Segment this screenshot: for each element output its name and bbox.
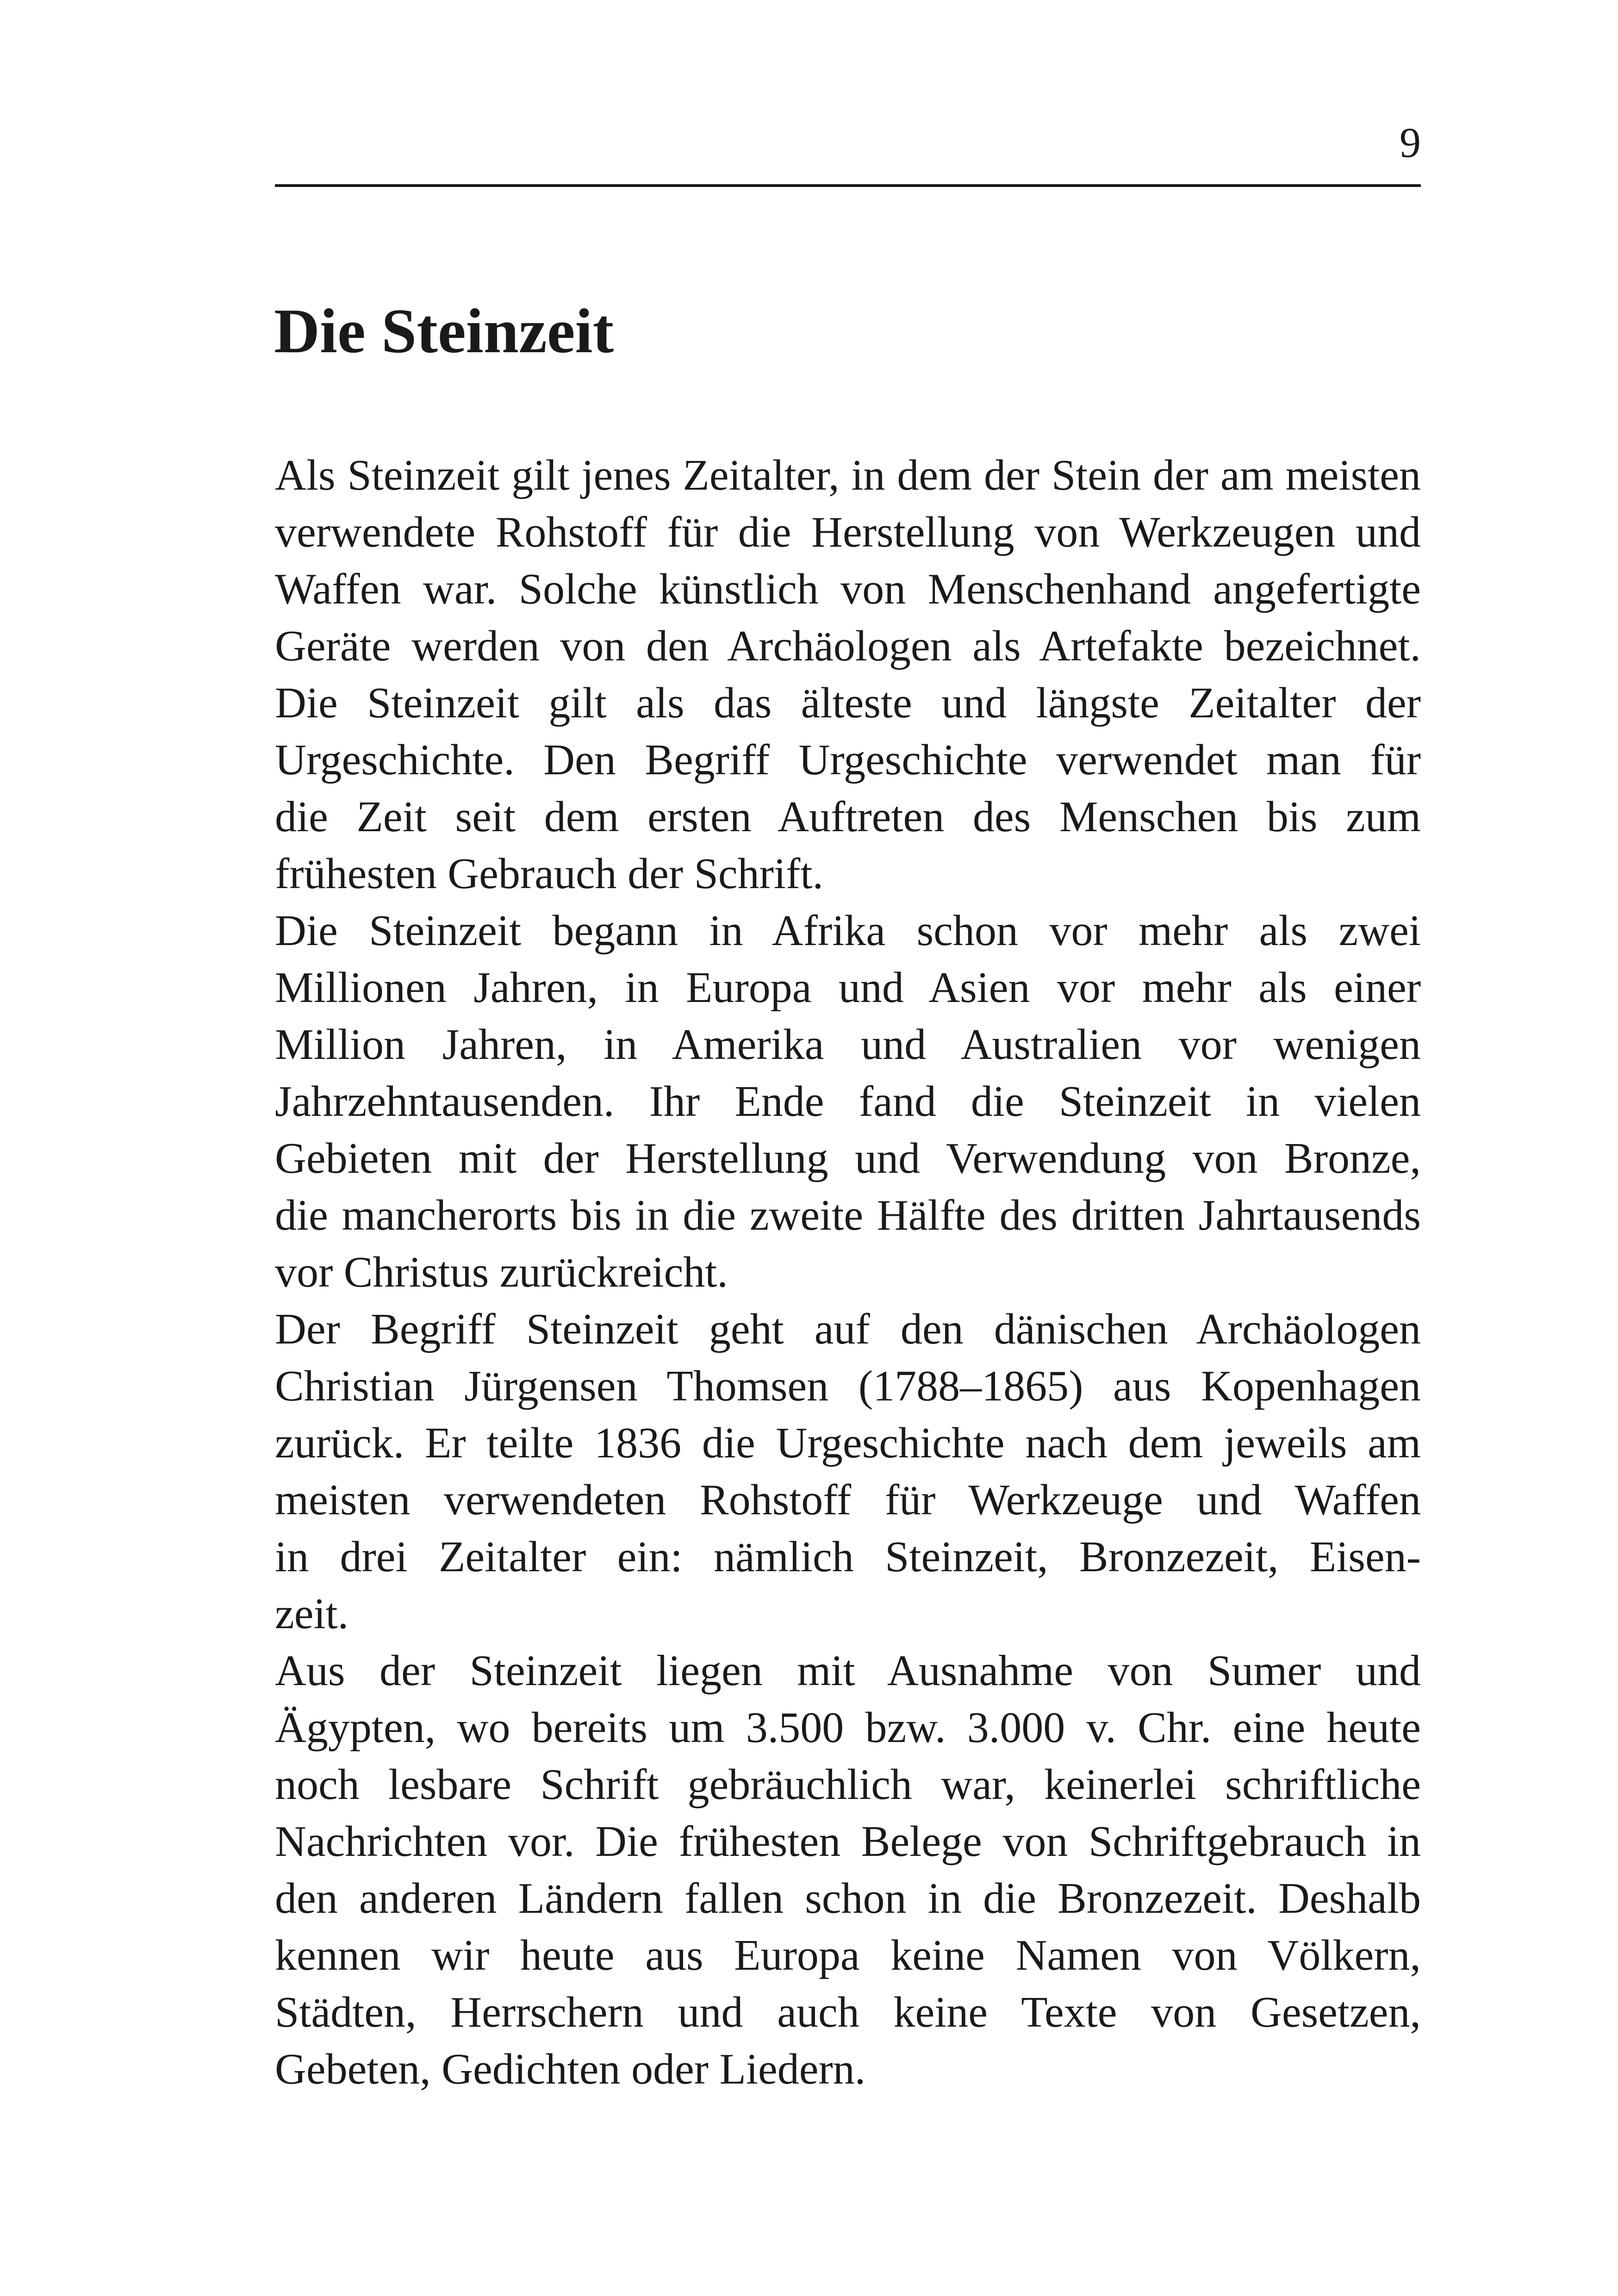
paragraph-3 [275, 1301, 1421, 1643]
text-line: den anderen Ländern fallen schon in die Bronzezeit. Deshalb [275, 1874, 1421, 1923]
paragraph-2 [275, 902, 1421, 1301]
text-line: Gebeten, Gedichten oder Liedern. [275, 2045, 866, 2093]
text-line: Jahrzehntausenden. Ihr Ende fand die Steinzeit in vielen [275, 1077, 1421, 1126]
text-line: verwendete Rohstoff für die Herstellung von Werkzeugen und [275, 508, 1421, 556]
chapter-title: Die Steinzeit [274, 296, 614, 366]
paragraph-4 [275, 1643, 1421, 2098]
text-line: zeit. [275, 1590, 349, 1638]
text-line: Der Begriff Steinzeit geht auf den dänischen Archäologen [275, 1305, 1421, 1353]
text-line: Gebieten mit der Herstellung und Verwendung von Bronze, [275, 1134, 1421, 1182]
text-line: in drei Zeitalter ein: nämlich Steinzeit, Bronzezeit, Eisen- [275, 1533, 1421, 1581]
text-line: meisten verwendeten Rohstoff für Werkzeuge und Waffen [275, 1476, 1421, 1524]
body-text [275, 447, 1421, 2098]
text-line: kennen wir heute aus Europa keine Namen von Völkern, [275, 1931, 1421, 1979]
text-line: frühesten Gebrauch der Schrift. [275, 850, 823, 898]
text-line: die Zeit seit dem ersten Auftreten des Menschen bis zum [275, 793, 1421, 841]
text-line: Nachrichten vor. Die frühesten Belege von Schriftgebrauch in [275, 1817, 1421, 1866]
text-line: Millionen Jahren, in Europa und Asien vor mehr als einer [275, 964, 1421, 1012]
text-line: Als Steinzeit gilt jenes Zeitalter, in dem der Stein der am meisten [275, 451, 1421, 499]
page-number: 9 [1400, 119, 1421, 166]
text-line: Million Jahren, in Amerika und Australien vor wenigen [275, 1020, 1421, 1069]
text-line: zurück. Er teilte 1836 die Urgeschichte nach dem jeweils am [275, 1419, 1421, 1467]
text-line: Städten, Herrschern und auch keine Texte von Gesetzen, [275, 1988, 1421, 2036]
text-line: Waffen war. Solche künstlich von Menschenhand angefertigte [275, 565, 1421, 613]
paragraph-1 [275, 447, 1421, 902]
text-line: Die Steinzeit gilt als das älteste und längste Zeitalter der [275, 679, 1421, 727]
text-line: vor Christus zurückreicht. [275, 1248, 728, 1296]
text-line: Die Steinzeit begann in Afrika schon vor mehr als zwei [275, 907, 1421, 955]
text-line: Geräte werden von den Archäologen als Artefakte bezeichnet. [275, 622, 1421, 670]
text-line: Christian Jürgensen Thomsen (1788–1865) aus Kopenhagen [275, 1362, 1421, 1410]
text-line: Urgeschichte. Den Begriff Urgeschichte verwendet man für [275, 736, 1421, 784]
header-rule [275, 184, 1421, 187]
text-line: Aus der Steinzeit liegen mit Ausnahme von Sumer und [275, 1647, 1421, 1695]
text-line: die mancherorts bis in die zweite Hälfte des dritten Jahrtausends [275, 1191, 1421, 1239]
text-line: noch lesbare Schrift gebräuchlich war, keinerlei schriftliche [275, 1761, 1421, 1809]
text-line: Ägypten, wo bereits um 3.500 bzw. 3.000 v. Chr. eine heute [275, 1704, 1421, 1752]
